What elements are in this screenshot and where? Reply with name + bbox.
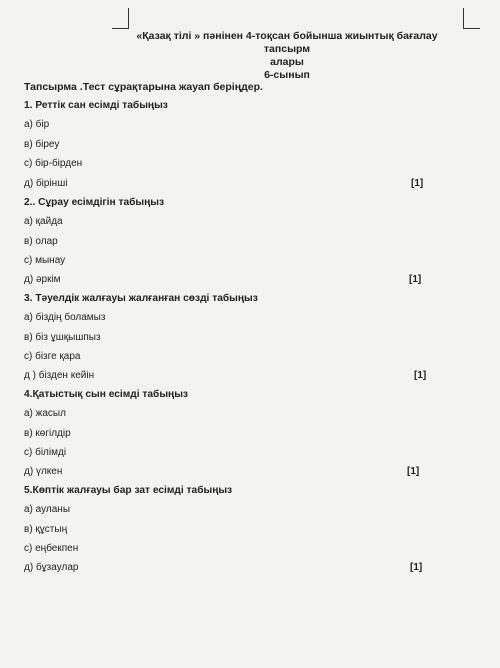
question-2: 2.. Сұрау есімдігін табыңыз (24, 197, 165, 208)
question-4: 4.Қатыстық сын есімді табыңыз (24, 389, 188, 400)
question-1-mark: [1] (411, 178, 424, 189)
question-2-mark: [1] (409, 274, 422, 285)
question-1-option-d: д) бірінші (24, 178, 68, 189)
question-5-mark: [1] (410, 562, 423, 573)
question-5-option-a: а) ауланы (24, 504, 71, 515)
question-5: 5.Көптік жалғауы бар зат есімді табыңыз (24, 485, 233, 496)
question-3-mark: [1] (414, 370, 427, 381)
question-4-mark: [1] (407, 466, 420, 477)
corner-mark-right-horizontal (463, 28, 480, 29)
corner-mark-right-vertical (463, 8, 464, 28)
question-4-option-a: а) жасыл (24, 408, 66, 419)
question-3: 3. Тәуелдік жалғауы жалғанған сөзді табыңыз (24, 293, 258, 304)
question-1: 1. Реттік сан есімді табыңыз (24, 100, 168, 111)
question-5-option-d: д) бұзаулар (24, 562, 79, 573)
question-2-option-c: с) мынау (24, 255, 66, 266)
title-line-2: алары (270, 56, 304, 68)
question-2-option-d: д) әркім (24, 274, 61, 285)
question-1-option-b: в) біреу (24, 139, 60, 150)
question-3-option-c: с) бізге қара (24, 351, 81, 362)
corner-mark-left-horizontal (112, 28, 129, 29)
question-3-option-d: д ) бізден кейін (24, 370, 95, 381)
question-1-option-c: с) бір-бірден (24, 158, 83, 169)
question-3-option-a: а) біздің боламыз (24, 312, 106, 323)
title-line-1: «Қазақ тілі » пәнінен 4-тоқсан бойынша жиынтық бағалау тапсырм (136, 30, 438, 55)
question-2-option-b: в) олар (24, 236, 58, 247)
question-5-option-b: в) құстың (24, 524, 68, 535)
question-4-option-b: в) көгілдір (24, 428, 71, 439)
question-2-option-a: а) қайда (24, 216, 63, 227)
question-3-option-b: в) біз ұшқышпыз (24, 332, 101, 343)
title-line-3: 6-сынып (264, 69, 310, 81)
page-title (118, 30, 456, 82)
question-1-option-a: а) бір (24, 119, 50, 130)
corner-mark-left-vertical (128, 8, 129, 28)
question-4-option-d: д) үлкен (24, 466, 63, 477)
question-5-option-c: с) еңбекпен (24, 543, 79, 554)
task-instruction: Тапсырма .Тест сұрақтарына жауап беріңдер. (24, 81, 263, 93)
question-4-option-c: с) білімді (24, 447, 67, 458)
